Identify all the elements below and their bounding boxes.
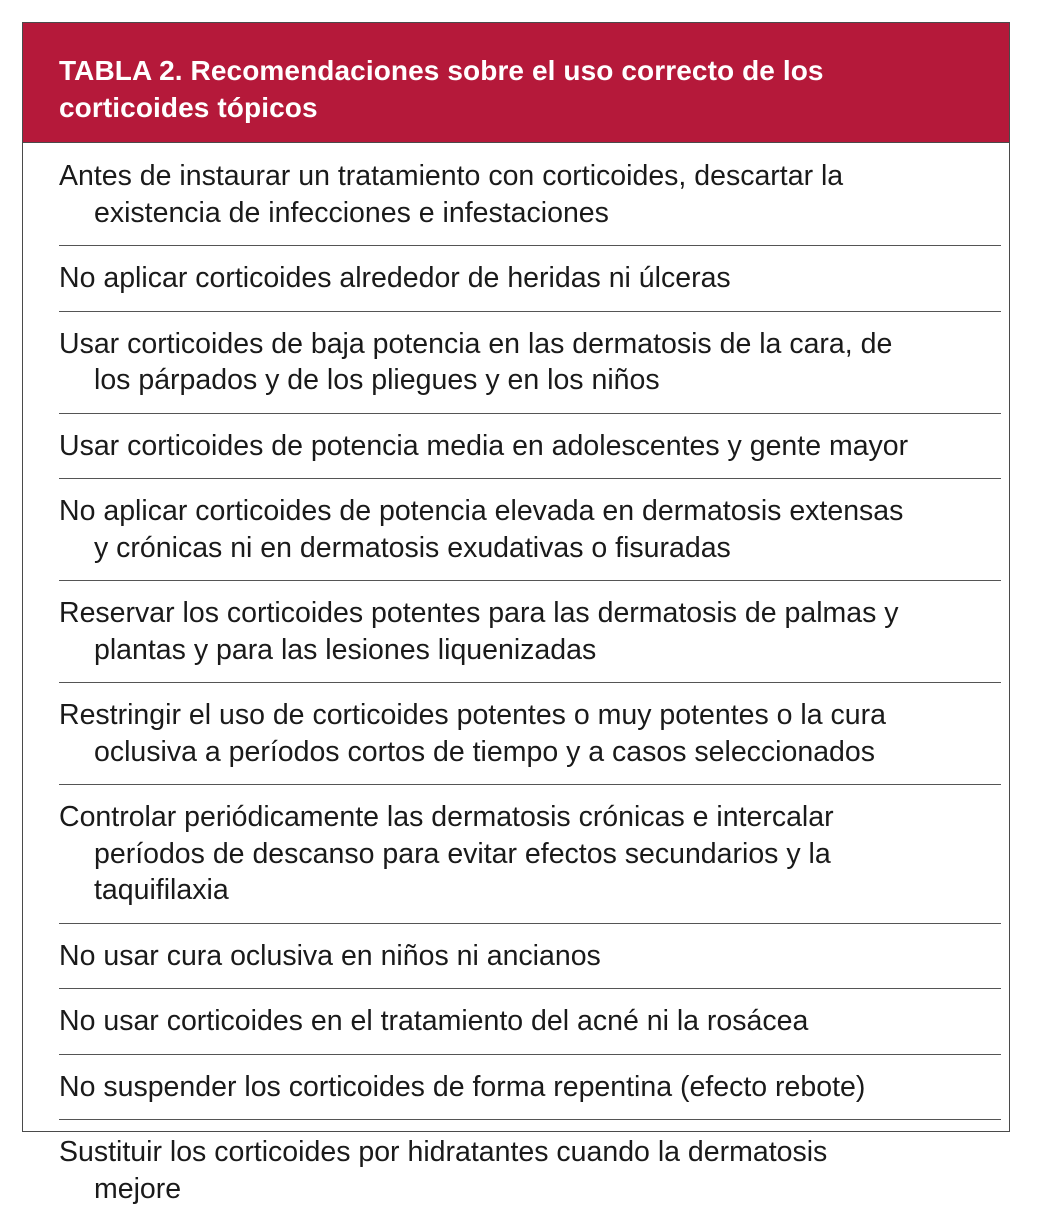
recommendation-text	[59, 595, 1004, 668]
table-row	[59, 988, 1001, 1054]
recommendation-text	[59, 799, 1004, 909]
recommendation-continuation-line: oclusiva a períodos cortos de tiempo y a casos seleccionados	[94, 735, 876, 768]
recommendation-text	[59, 326, 1004, 399]
recommendation-line: Antes de instaurar un tratamiento con corticoides, descartar la	[59, 160, 844, 192]
recommendation-line: Usar corticoides de potencia media en adolescentes y gente mayor	[59, 429, 909, 462]
table-row	[59, 478, 1001, 580]
recommendation-continuation-line: plantas y para las lesiones liquenizadas	[94, 633, 597, 666]
table-row	[59, 784, 1001, 923]
recommendation-text	[59, 158, 1004, 231]
recommendation-line: No aplicar corticoides alrededor de heridas ni úlceras	[59, 262, 731, 294]
recommendation-continuation-line: los párpados y de los pliegues y en los niños	[94, 364, 660, 396]
recommendation-line: No usar cura oclusiva en niños ni ancianos	[59, 939, 601, 972]
recommendation-line: No suspender los corticoides de forma repentina (efecto rebote)	[59, 1070, 866, 1103]
table-title	[59, 52, 989, 126]
recommendation-line: No usar corticoides en el tratamiento del acné ni la rosácea	[59, 1005, 809, 1037]
recommendation-text	[59, 260, 1004, 297]
recommendation-line: Sustituir los corticoides por hidratantes cuando la dermatosis	[59, 1136, 828, 1168]
table-row	[59, 1054, 1001, 1120]
recommendation-text	[59, 493, 1004, 566]
recommendation-continuation-line: existencia de infecciones e infestaciones	[94, 196, 609, 229]
table-row	[59, 245, 1001, 311]
table-title-line-1: TABLA 2. Recomendaciones sobre el uso correcto de los	[59, 55, 824, 86]
recommendations-table	[22, 22, 1010, 1205]
table-header	[23, 23, 1009, 143]
recommendation-continuation-line: y crónicas ni en dermatosis exudativas o fisuradas	[94, 531, 731, 564]
table-row	[59, 1119, 1001, 1221]
recommendation-text	[59, 938, 1004, 975]
recommendation-line: Controlar periódicamente las dermatosis crónicas e intercalar	[59, 801, 834, 833]
table-title-line-2: corticoides tópicos	[59, 92, 318, 123]
recommendation-text	[59, 1134, 1004, 1207]
recommendation-line: Usar corticoides de baja potencia en las dermatosis de la cara, de	[59, 327, 893, 360]
table-row	[59, 682, 1001, 784]
recommendation-continuation-line: mejore	[94, 1172, 182, 1205]
recommendation-text	[59, 428, 1004, 465]
table-row	[59, 413, 1001, 479]
table-row	[59, 311, 1001, 413]
table-row	[59, 580, 1001, 682]
recommendation-text	[59, 1069, 1004, 1106]
table-row	[59, 923, 1001, 989]
recommendation-line: No aplicar corticoides de potencia elevada en dermatosis extensas	[59, 495, 904, 527]
recommendation-text	[59, 697, 1004, 770]
recommendation-continuation-line: taquifilaxia	[94, 874, 229, 906]
recommendation-continuation-line: períodos de descanso para evitar efectos secundarios y la	[94, 837, 831, 870]
recommendation-line: Restringir el uso de corticoides potentes o muy potentes o la cura	[59, 699, 886, 731]
recommendation-text	[59, 1003, 1004, 1040]
table-row	[59, 143, 1001, 245]
recommendation-line: Reservar los corticoides potentes para las dermatosis de palmas y	[59, 597, 899, 629]
